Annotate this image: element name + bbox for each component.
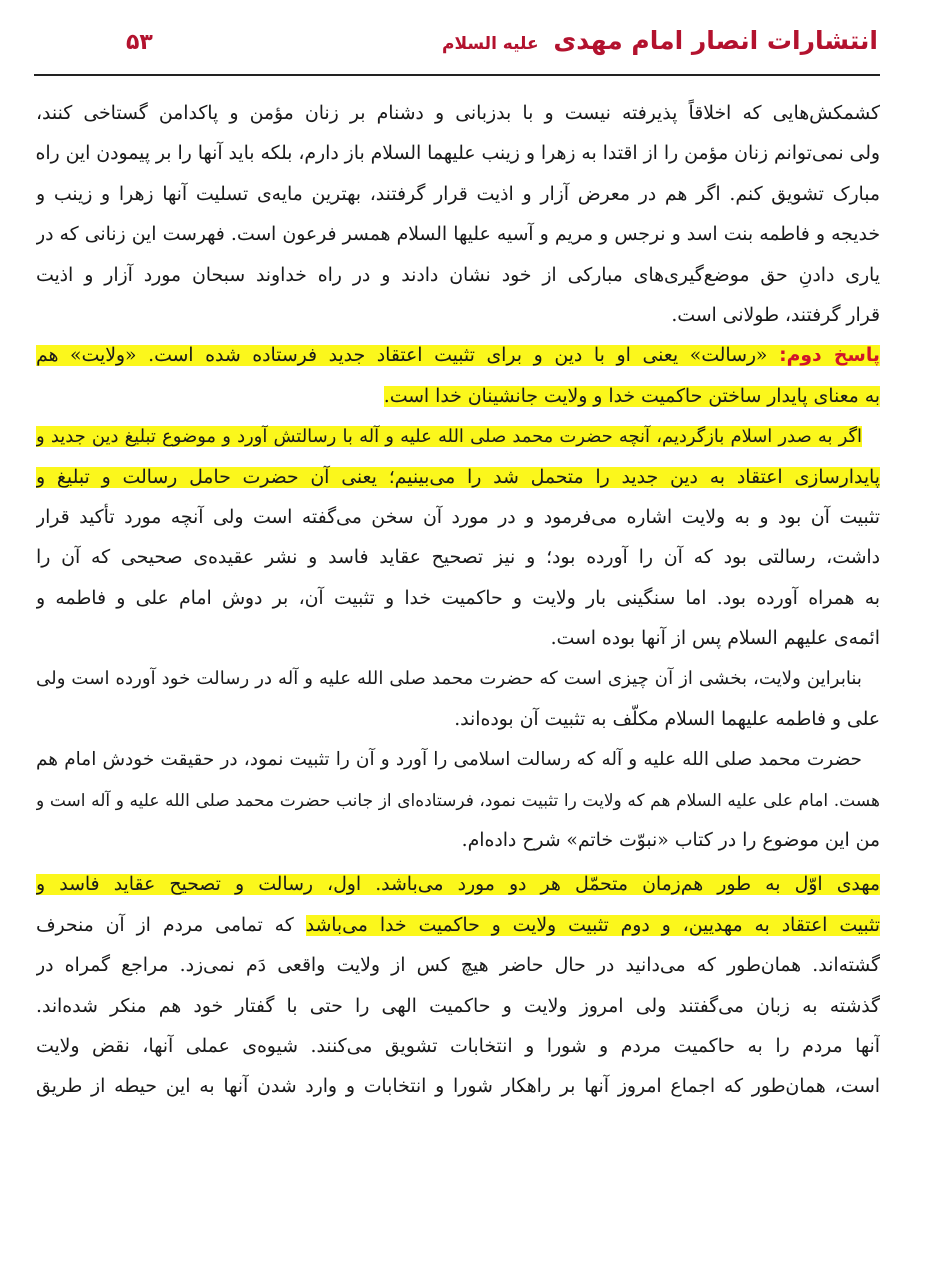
text-line: کشمکش‌هایی که اخلاقاً پذیرفته نیست و با بدزبانی و دشنام بر زنان مؤمن و پاکدامن گستاخی کنند،: [36, 103, 880, 124]
answer-label: پاسخ دوم:: [779, 345, 880, 367]
text-line: ائمه‌ی علیهم السلام پس از آنها بوده است.: [550, 628, 880, 650]
text-line: مبارک تشویق کنم. اگر هم در معرض آزار و اذیت قرار گرفتند، بهترین مایه‌ی تسلیت آنها زهرا و زینب و: [36, 183, 880, 205]
text-line: هست. امام علی علیه السلام هم که ولایت را تثبیت نمود، فرستاده‌ای از جانب حضرت محمد صلی الله علیه و آله است و: [36, 790, 880, 811]
text-line: گشته‌اند. همان‌طور که می‌دانید در حال حاضر هیچ کس از ولایت واقعی دَم نمی‌زد. مراجع گمراه در: [36, 955, 880, 977]
highlighted-text: مهدی اوّل به طور هم‌زمان متحمّل هر دو مورد می‌باشد. اول، رسالت و تصحیح عقاید فاسد و: [36, 874, 880, 896]
text-line: یاری دادنِ حق موضع‌گیری‌های مبارکی از خود نشان دادند و در راه خداوند سبحان مورد آزار و اذیت: [36, 264, 880, 286]
answer-line: [36, 336, 880, 376]
text-line: [36, 417, 880, 457]
text-line: ولی نمی‌توانم زنان مؤمن را از اقتدا به زهرا و زینب علیهما السلام باز دارم، بلکه باید آنها را بر پیمودن این راه: [36, 143, 880, 165]
highlighted-text: پایدارسازی اعتقاد به دین جدید را متحمل شد را می‌بینیم؛ یعنی آن حضرت حامل رسالت و تبلیغ و: [36, 466, 880, 488]
text-line: [36, 906, 880, 946]
text-line: داشت، رسالتی بود که آن را آورده بود؛ و نیز تصحیح عقاید فاسد و نشر عقیده‌ی صحیحی که آن را: [36, 547, 880, 569]
text-line: بنابراین ولایت، بخشی از آن چیزی است که حضرت محمد صلی الله علیه و آله در رسالت خود آورده است ولی: [36, 668, 862, 690]
text-line: من این موضوع را در کتاب «نبوّت خاتم» شرح داده‌ام.: [461, 830, 880, 852]
text-line: است، همان‌طور که اجماع امروز آنها بر راهکار شورا و انتخابات و وارد شدن آنها به این حیطه از طریق: [36, 1076, 880, 1098]
text-line: تثبیت آن بود و به ولایت اشاره می‌فرمود و در مورد آن سخن می‌گفته است ولی آنچه مورد تأکید قرار: [36, 506, 880, 528]
highlighted-text: «رسالت» یعنی او با دین و برای تثبیت اعتقاد جدید فرستاده شده است. «ولایت» هم: [36, 345, 768, 367]
highlighted-text: به معنای پایدار ساختن حاکمیت خدا و ولایت جانشینان خدا است.: [383, 385, 880, 407]
highlight-span: [36, 345, 880, 366]
answer-line: [36, 377, 880, 417]
text-line: علی و فاطمه علیهما السلام مکلّف به تثبیت آن بوده‌اند.: [454, 708, 880, 730]
honorific-inscription: علیه السلام: [442, 34, 539, 54]
highlighted-text: اگر به صدر اسلام بازگردیم، آنچه حضرت محمد صلی الله علیه و آله با رسالتش آورد و موضوع تبلیغ دین جدید و: [36, 426, 862, 448]
page-number: ۵۳: [126, 30, 153, 55]
text-line: [36, 865, 880, 905]
text-line: خدیجه و فاطمه بنت اسد و نرجس و مریم و آسیه علیها السلام همسر فرعون است. فهرست این زنانی که در: [36, 224, 880, 246]
page-header: [34, 12, 880, 76]
text-span: که تمامی مردم از آن منحرف: [36, 914, 294, 936]
text-line: گذشته به زبان می‌گفتند ولی امروز ولایت و حاکمیت الهی را حتی با گفتار خود هم منکر شده‌اند.: [36, 995, 880, 1017]
publisher-name: انتشارات انصار امام مهدی: [553, 26, 878, 55]
text-line: قرار گرفتند، طولانی است.: [671, 304, 880, 326]
text-line: به همراه آورده بود. اما سنگینی بار ولایت و حاکمیت خدا و تثبیت آن، بر دوش امام علی و فاطمه و: [36, 587, 880, 609]
text-line: حضرت محمد صلی الله علیه و آله که رسالت اسلامی را آورد و آن را تثبیت نمود، در حقیقت خودش امام هم: [36, 749, 862, 771]
page-body: [36, 94, 880, 1108]
publisher-title: [442, 26, 878, 55]
highlighted-text: تثبیت اعتقاد به مهدیین، و دوم تثبیت ولایت و حاکمیت خدا می‌باشد: [305, 914, 880, 936]
text-line: آنها مردم را به حاکمیت مردم و شورا و انتخابات تشویق می‌کنند. شیوه‌ی عملی آنها، نقض ولایت: [36, 1035, 880, 1057]
text-line: [36, 458, 880, 498]
